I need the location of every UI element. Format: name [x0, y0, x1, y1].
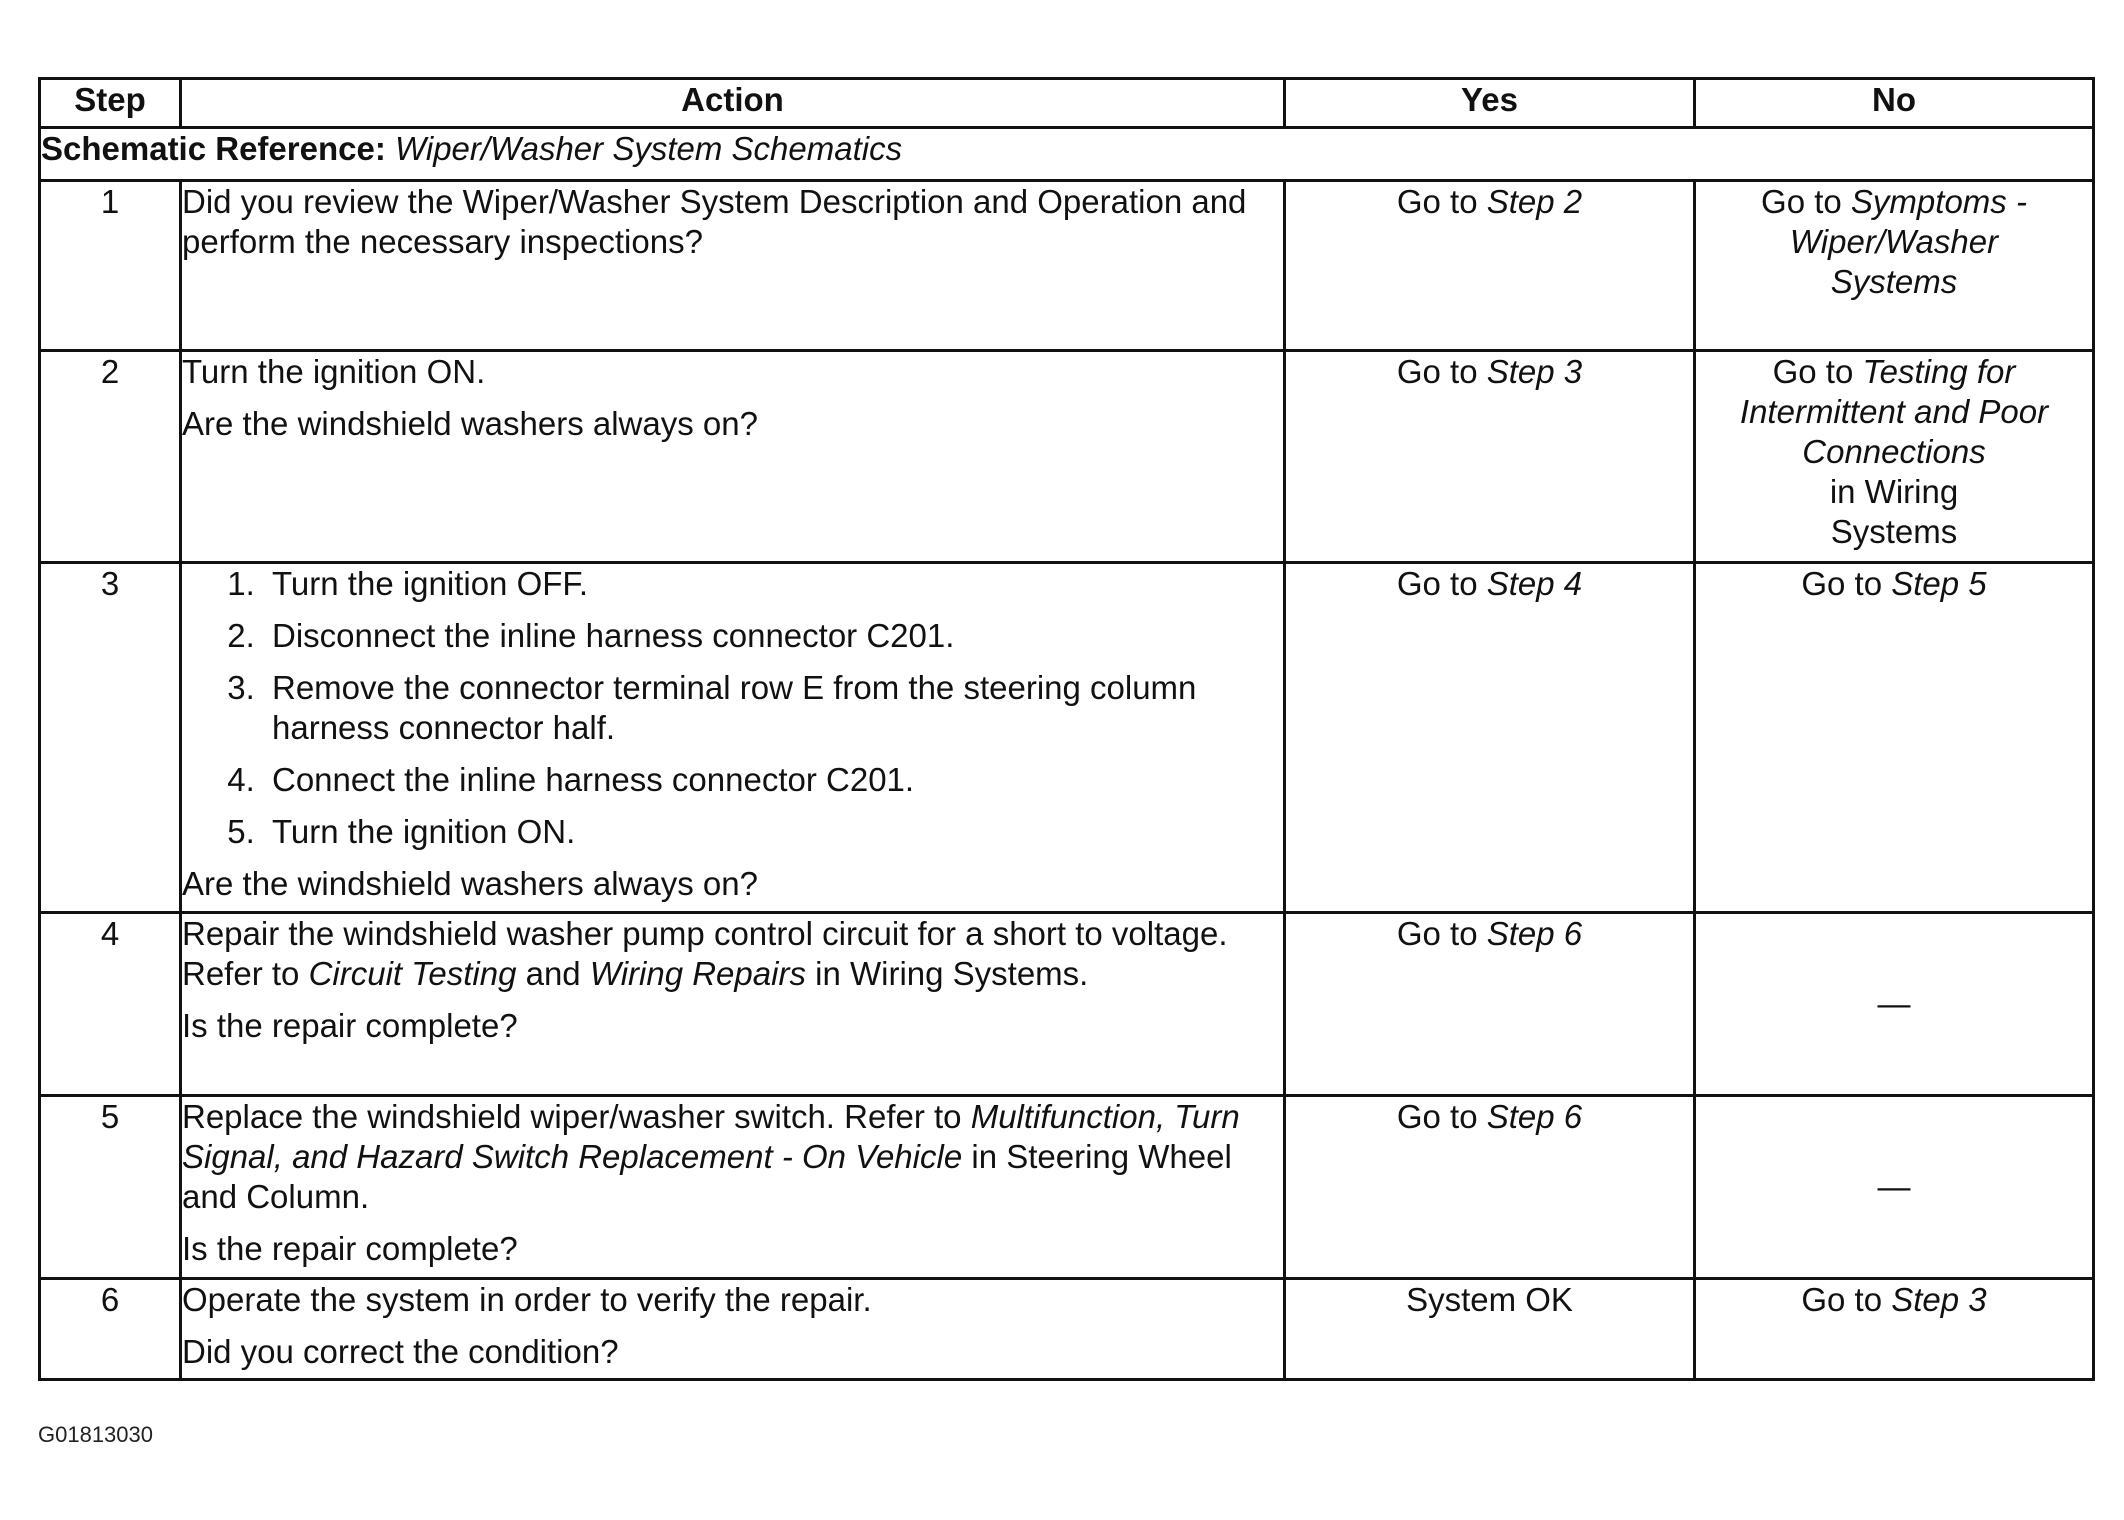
- yes-prefix: Go to: [1396, 1098, 1487, 1135]
- wiring-repairs-link[interactable]: Wiring Repairs: [589, 955, 806, 992]
- table-row: [40, 563, 2094, 913]
- no-prefix: Go to: [1801, 565, 1892, 602]
- action-question: Is the repair complete?: [182, 1230, 518, 1267]
- step-number: 3: [40, 563, 181, 913]
- schematic-reference-row: [40, 128, 2094, 181]
- yes-prefix: Go to: [1396, 183, 1487, 220]
- yes-prefix: Go to: [1396, 915, 1487, 952]
- action-text-part: in Wiring Systems.: [805, 955, 1089, 992]
- schematic-reference: [40, 128, 2094, 181]
- action-question: Are the windshield washers always on?: [182, 865, 758, 902]
- no-step-link[interactable]: Step 5: [1891, 565, 1987, 602]
- action-text: Did you review the Wiper/Washer System Description and Operation and perform the necessary inspections?: [182, 183, 1247, 260]
- yes-cell: [1285, 1279, 1695, 1380]
- action-cell: [181, 563, 1285, 913]
- header-action: Action: [181, 79, 1285, 128]
- table-row: [40, 1279, 2094, 1380]
- diagnostic-table: [38, 77, 2095, 1381]
- action-text-part: in Steering Wheel and Column.: [182, 1138, 1232, 1215]
- yes-cell: [1285, 181, 1695, 351]
- no-cell: [1695, 351, 2094, 563]
- step-number: 5: [40, 1096, 181, 1279]
- step-number: 2: [40, 351, 181, 563]
- action-cell: [181, 351, 1285, 563]
- diagnostic-table-container: [38, 77, 2092, 1381]
- yes-step-link[interactable]: Step 4: [1486, 565, 1583, 602]
- circuit-testing-link[interactable]: Circuit Testing: [308, 955, 517, 992]
- action-text: [182, 914, 1283, 994]
- figure-id: G01813030: [38, 1422, 153, 1447]
- action-text: [182, 1097, 1283, 1217]
- no-dash: —: [1877, 985, 1911, 1022]
- schematic-reference-link[interactable]: Wiper/Washer System Schematics: [395, 130, 903, 167]
- no-cell: [1695, 181, 2094, 351]
- no-suffix: in Wiring Systems: [1829, 473, 1959, 550]
- action-question: Is the repair complete?: [182, 1007, 518, 1044]
- action-cell: [181, 913, 1285, 1096]
- yes-cell: [1285, 563, 1695, 913]
- yes-cell: [1285, 1096, 1695, 1279]
- yes-cell: [1285, 351, 1695, 563]
- no-testing-link[interactable]: Testing for Intermittent and Poor Connections: [1739, 353, 2049, 470]
- switch-replacement-link[interactable]: Multifunction, Turn Signal, and Hazard Switch Replacement - On Vehicle: [182, 1098, 1240, 1175]
- action-step-list: [182, 564, 1283, 852]
- schematic-reference-label: Schematic Reference:: [41, 130, 386, 167]
- no-prefix: Go to: [1772, 353, 1863, 390]
- list-item: 1. Turn the ignition OFF.: [264, 564, 1283, 604]
- header-row: [40, 79, 2094, 128]
- yes-result: System OK: [1406, 1281, 1573, 1318]
- header-yes: Yes: [1285, 79, 1695, 128]
- step-number: 4: [40, 913, 181, 1096]
- yes-prefix: Go to: [1396, 353, 1487, 390]
- action-cell: [181, 181, 1285, 351]
- step-number: 1: [40, 181, 181, 351]
- yes-step-link[interactable]: Step 2: [1486, 183, 1583, 220]
- no-cell: [1695, 1279, 2094, 1380]
- action-cell: [181, 1096, 1285, 1279]
- no-prefix: Go to: [1801, 1281, 1892, 1318]
- action-cell: [181, 1279, 1285, 1380]
- action-text-part: and: [516, 955, 590, 992]
- action-question: Did you correct the condition?: [182, 1333, 619, 1370]
- action-text: Operate the system in order to verify the repair.: [182, 1281, 872, 1318]
- yes-step-link[interactable]: Step 6: [1486, 1098, 1583, 1135]
- yes-step-link[interactable]: Step 6: [1486, 915, 1583, 952]
- list-item: 5. Turn the ignition ON.: [264, 812, 1283, 852]
- action-text-part: Replace the windshield wiper/washer switch. Refer to: [182, 1098, 971, 1135]
- no-cell: [1695, 1096, 2094, 1279]
- list-item: 3. Remove the connector terminal row E from the steering column harness connector half.: [264, 668, 1283, 748]
- table-row: [40, 1096, 2094, 1279]
- no-cell: [1695, 563, 2094, 913]
- table-row: [40, 181, 2094, 351]
- header-step: Step: [40, 79, 181, 128]
- header-no: No: [1695, 79, 2094, 128]
- list-item: 4. Connect the inline harness connector C201.: [264, 760, 1283, 800]
- no-symptoms-link[interactable]: Symptoms - Wiper/Washer Systems: [1789, 183, 2027, 300]
- list-item: 2. Disconnect the inline harness connector C201.: [264, 616, 1283, 656]
- yes-step-link[interactable]: Step 3: [1486, 353, 1583, 390]
- action-question: Are the windshield washers always on?: [182, 405, 758, 442]
- yes-prefix: Go to: [1396, 565, 1487, 602]
- no-prefix: Go to: [1761, 183, 1851, 220]
- no-dash: —: [1877, 1168, 1911, 1205]
- table-row: [40, 913, 2094, 1096]
- table-row: [40, 351, 2094, 563]
- step-number: 6: [40, 1279, 181, 1380]
- yes-cell: [1285, 913, 1695, 1096]
- action-text: Turn the ignition ON.: [182, 353, 486, 390]
- no-step-link[interactable]: Step 3: [1891, 1281, 1987, 1318]
- action-text-part: Repair the windshield washer pump control circuit for a short to voltage. Refer to: [182, 915, 1228, 992]
- no-cell: [1695, 913, 2094, 1096]
